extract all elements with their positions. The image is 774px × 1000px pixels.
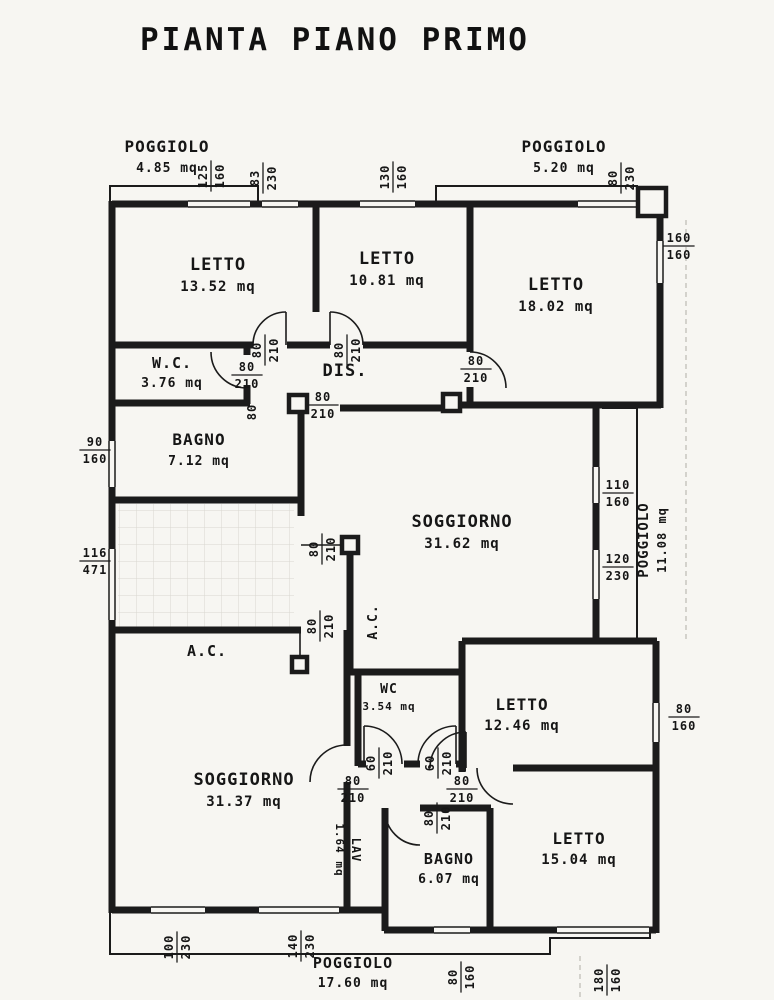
svg-text:80: 80 (307, 540, 321, 558)
svg-text:80: 80 (305, 617, 319, 635)
dimension-label (196, 160, 227, 191)
dimension-label (245, 404, 259, 420)
svg-text:POGGIOLO: POGGIOLO (636, 502, 652, 578)
svg-text:80: 80 (332, 341, 346, 359)
svg-text:230: 230 (623, 165, 637, 191)
svg-text:13.52 mq: 13.52 mq (180, 279, 256, 295)
svg-text:4.85 mq: 4.85 mq (136, 161, 198, 176)
svg-text:POGGIOLO: POGGIOLO (312, 954, 394, 972)
svg-text:180: 180 (592, 967, 606, 993)
svg-text:A.C.: A.C. (366, 604, 381, 640)
svg-text:SOGGIORNO: SOGGIORNO (411, 512, 513, 532)
svg-text:LETTO: LETTO (495, 695, 549, 714)
dimension-label (602, 552, 633, 583)
svg-text:80: 80 (245, 403, 259, 421)
svg-text:160: 160 (666, 231, 692, 245)
svg-text:90: 90 (86, 435, 104, 449)
svg-text:31.37 mq: 31.37 mq (206, 794, 282, 810)
svg-text:60: 60 (364, 754, 378, 772)
svg-text:160: 160 (463, 964, 477, 990)
svg-text:80: 80 (314, 390, 332, 404)
room-label (323, 361, 368, 381)
svg-text:POGGIOLO: POGGIOLO (124, 137, 210, 156)
svg-text:LETTO: LETTO (358, 249, 416, 269)
svg-text:3.76 mq: 3.76 mq (141, 376, 203, 391)
svg-text:210: 210 (463, 371, 489, 385)
svg-text:471: 471 (82, 563, 108, 577)
svg-text:210: 210 (267, 337, 281, 363)
svg-text:125: 125 (196, 163, 210, 189)
svg-text:160: 160 (671, 719, 697, 733)
dimension-label (286, 930, 317, 961)
dimension-label (162, 931, 193, 962)
dimension-label (592, 964, 623, 995)
svg-text:WC: WC (380, 682, 398, 697)
svg-text:80: 80 (467, 354, 485, 368)
svg-text:12.46 mq: 12.46 mq (484, 718, 560, 734)
svg-text:80: 80 (344, 774, 362, 788)
svg-text:15.04 mq: 15.04 mq (541, 852, 617, 868)
svg-text:140: 140 (286, 933, 300, 959)
svg-text:80: 80 (675, 702, 693, 716)
room-label (366, 604, 381, 639)
svg-text:230: 230 (179, 934, 193, 960)
svg-text:BAGNO: BAGNO (172, 430, 226, 449)
dimension-label (378, 161, 409, 192)
page-title: PIANTA PIANO PRIMO (140, 22, 530, 58)
svg-text:80: 80 (606, 169, 620, 187)
svg-text:230: 230 (265, 165, 279, 191)
svg-text:LETTO: LETTO (189, 255, 247, 275)
svg-text:POGGIOLO: POGGIOLO (521, 137, 607, 156)
terrace-grid (118, 504, 294, 628)
svg-text:230: 230 (605, 569, 631, 583)
svg-text:100: 100 (162, 934, 176, 960)
svg-text:10.81 mq: 10.81 mq (349, 273, 425, 289)
svg-text:3.54 mq: 3.54 mq (362, 700, 416, 713)
svg-text:7.12 mq: 7.12 mq (168, 454, 230, 469)
svg-text:83: 83 (248, 169, 262, 187)
svg-text:80: 80 (446, 968, 460, 986)
svg-text:18.02 mq: 18.02 mq (518, 299, 594, 315)
svg-text:160: 160 (395, 164, 409, 190)
svg-text:160: 160 (605, 495, 631, 509)
svg-text:110: 110 (605, 478, 631, 492)
svg-text:80: 80 (453, 774, 471, 788)
svg-text:210: 210 (324, 536, 338, 562)
svg-text:80: 80 (238, 360, 256, 374)
svg-text:160: 160 (213, 163, 227, 189)
svg-text:6.07 mq: 6.07 mq (418, 872, 480, 887)
dimension-label (79, 546, 110, 577)
dimension-label (663, 231, 694, 262)
svg-text:210: 210 (449, 791, 475, 805)
svg-text:210: 210 (381, 750, 395, 776)
svg-text:80: 80 (250, 341, 264, 359)
svg-text:5.20 mq: 5.20 mq (533, 161, 595, 176)
svg-text:210: 210 (322, 613, 336, 639)
svg-text:DIS.: DIS. (322, 361, 368, 381)
svg-text:60: 60 (423, 754, 437, 772)
svg-text:BAGNO: BAGNO (423, 850, 475, 868)
svg-text:LETTO: LETTO (527, 275, 585, 295)
svg-text:LAV: LAV (349, 837, 363, 863)
svg-text:210: 210 (234, 377, 260, 391)
svg-text:210: 210 (310, 407, 336, 421)
svg-text:116: 116 (82, 546, 108, 560)
svg-text:160: 160 (609, 967, 623, 993)
dimension-label (602, 478, 633, 509)
svg-text:SOGGIORNO: SOGGIORNO (193, 770, 295, 790)
svg-text:A.C.: A.C. (186, 642, 228, 660)
svg-text:160: 160 (666, 248, 692, 262)
svg-text:210: 210 (349, 337, 363, 363)
svg-text:17.60 mq: 17.60 mq (317, 976, 389, 991)
svg-text:210: 210 (440, 750, 454, 776)
svg-text:210: 210 (439, 805, 453, 831)
svg-text:31.62 mq: 31.62 mq (424, 536, 500, 552)
svg-text:120: 120 (605, 552, 631, 566)
svg-text:LETTO: LETTO (552, 829, 606, 848)
svg-text:W.C.: W.C. (151, 354, 193, 372)
svg-text:230: 230 (303, 933, 317, 959)
svg-text:80: 80 (422, 809, 436, 827)
svg-text:160: 160 (82, 452, 108, 466)
room-label (187, 642, 227, 660)
svg-text:11.08 mq: 11.08 mq (655, 507, 669, 573)
svg-text:1.64 mq: 1.64 mq (333, 823, 346, 877)
svg-text:210: 210 (340, 791, 366, 805)
svg-text:130: 130 (378, 164, 392, 190)
